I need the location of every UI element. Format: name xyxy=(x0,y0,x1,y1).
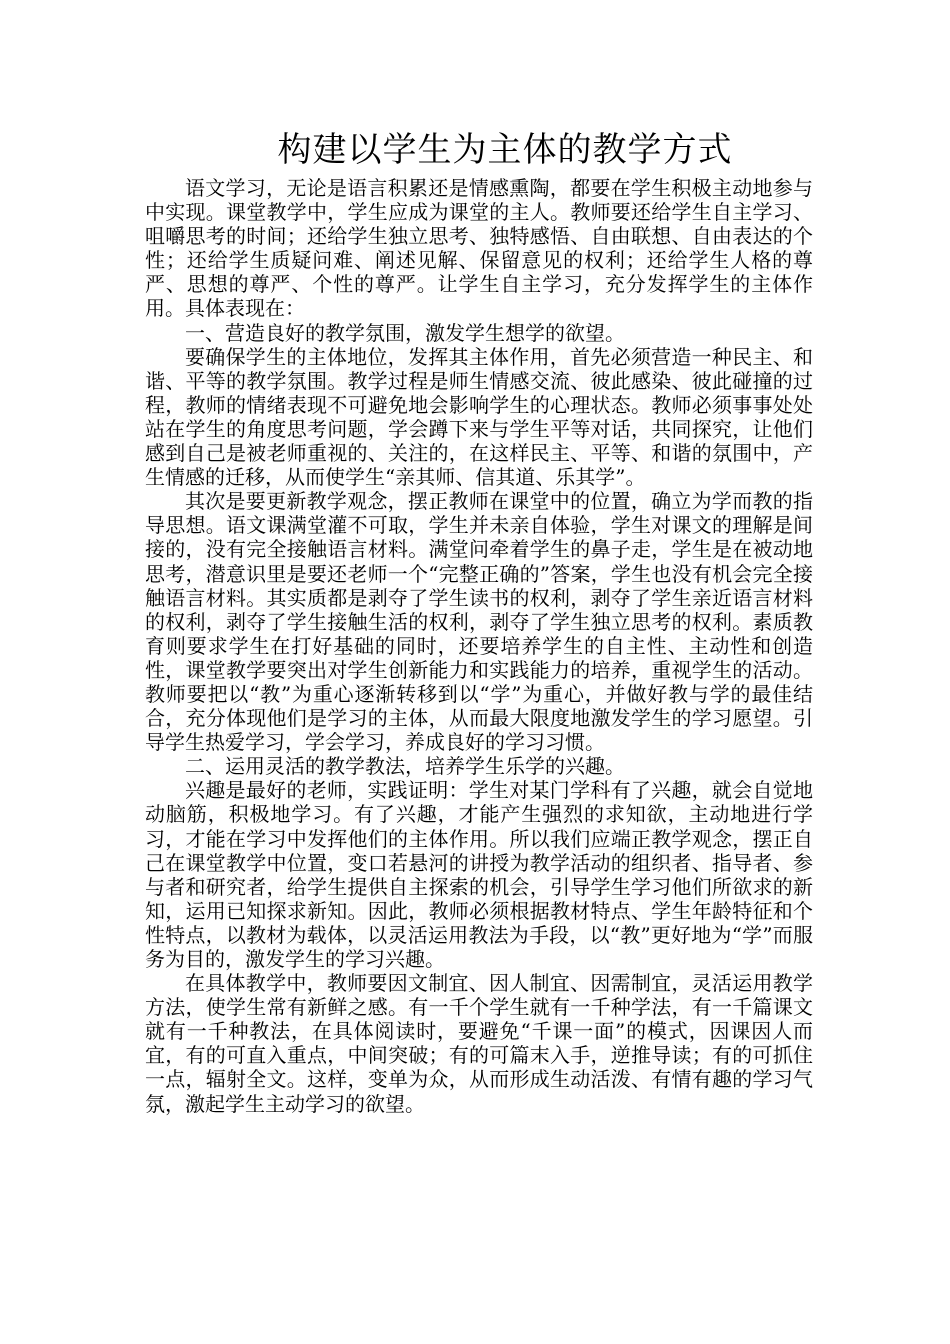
paragraph-interest: 兴趣是最好的老师，实践证明：学生对某门学科有了兴趣，就会自觉地动脑筋，积极地学习。有了兴趣，才能产生强烈的求知欲，主动地进行学习，才能在学习中发挥他们的主体作用。所以我们应端正教学观念，摆正自己在课堂教学中位置，变口若悬河的讲授为教学活动的组织者、指导者、参与者和研究者，给学生提供自主探索的机会，引导学生学习他们所欲求的新知，运用已知探求新知。因此，教师必须根据教材特点、学生年龄特征和个性特点，以教材为载体，以灵活运用教法为手段，以“教”更好地为“学”而服务为目的，激发学生的学习兴趣。 xyxy=(145,778,813,971)
document-title: 构建以学生为主体的教学方式 xyxy=(277,130,733,170)
paragraph-atmosphere: 要确保学生的主体地位，发挥其主体作用，首先必须营造一种民主、和谐、平等的教学氛围。教学过程是师生情感交流、彼此感染、彼此碰撞的过程，教师的情绪表现不可避免地会影响学生的心理状态。教师必须事事处处站在学生的角度思考问题，学会蹲下来与学生平等对话，共同探究，让他们感到自己是被老师重视的、关注的，在这样民主、平等、和谐的氛围中，产生情感的迁移，从而使学生“亲其师、信其道、乐其学”。 xyxy=(145,344,813,490)
paragraph-concepts: 其次是要更新教学观念，摆正教师在课堂中的位置，确立为学而教的指导思想。语文课满堂灌不可取，学生并未亲自体验，学生对课文的理解是间接的，没有完全接触语言材料。满堂问牵着学生的鼻子走，学生是在被动地思考，潜意识里是要还老师一个“完整正确的”答案，学生也没有机会完全接触语言材料。其实质都是剥夺了学生读书的权利，剥夺了学生亲近语言材料的权利，剥夺了学生接触生活的权利，剥夺了学生独立思考的权利。素质教育则要求学生在打好基础的同时，还要培养学生的自主性、主动性和创造性，课堂教学要突出对学生创新能力和实践能力的培养，重视学生的活动。教师要把以“教”为重心逐渐转移到以“学”为重心，并做好教与学的最佳结合，充分体现他们是学习的主体，从而最大限度地激发学生的学习愿望。引导学生热爱学习，学会学习，养成良好的学习习惯。 xyxy=(145,489,813,755)
document-body xyxy=(145,176,813,1116)
section-heading-1: 一、营造良好的教学氛围，激发学生想学的欲望。 xyxy=(185,320,625,345)
paragraph-methods: 在具体教学中，教师要因文制宜、因人制宜、因需制宜，灵活运用教学方法，使学生常有新鲜之感。有一千个学生就有一千种学法，有一千篇课文就有一千种教法，在具体阅读时，要避免“千课一面”的模式，因课因人而宜，有的可直入重点，中间突破；有的可篇末入手，逆推导读；有的可抓住一点，辐射全文。这样，变单为众，从而形成生动活泼、有情有趣的学习气氛，激起学生主动学习的欲望。 xyxy=(145,971,813,1116)
section-heading-2: 二、运用灵活的教学教法，培养学生乐学的兴趣。 xyxy=(185,754,625,779)
paragraph-intro: 语文学习，无论是语言积累还是情感熏陶，都要在学生积极主动地参与中实现。课堂教学中，学生应成为课堂的主人。教师要还给学生自主学习、咀嚼思考的时间；还给学生独立思考、独特感悟、自由联想、自由表达的个性；还给学生质疑问难、阐述见解、保留意见的权利；还给学生人格的尊严、思想的尊严、个性的尊严。让学生自主学习，充分发挥学生的主体作用。具体表现在： xyxy=(145,176,813,321)
